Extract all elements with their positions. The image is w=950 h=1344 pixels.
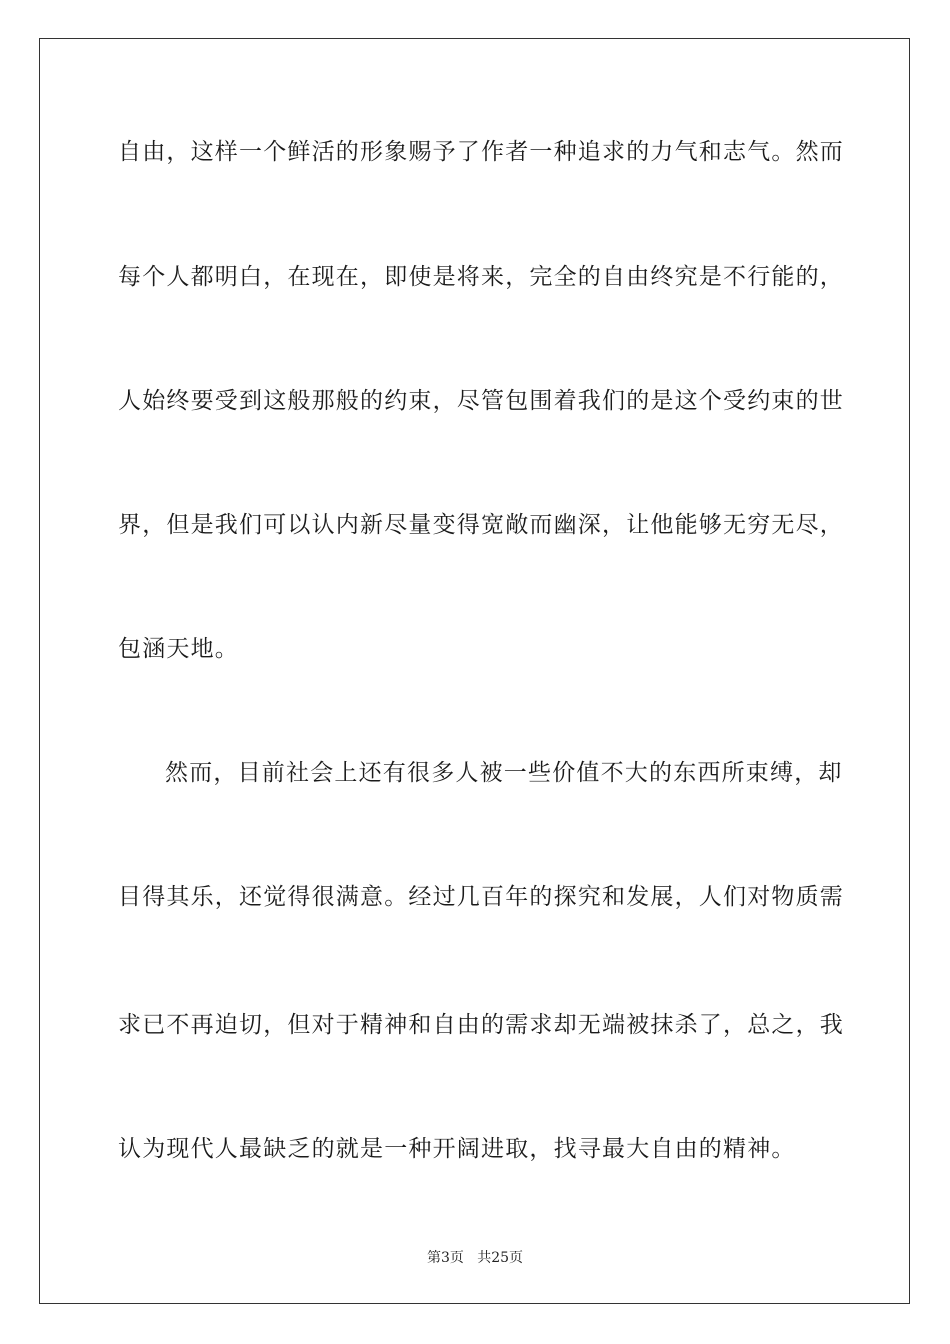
body-text-line: 目得其乐，还觉得很满意。经过几百年的探究和发展，人们对物质需	[118, 884, 844, 910]
body-text-line: 求已不再迫切，但对于精神和自由的需求却无端被抹杀了，总之，我	[118, 1012, 844, 1038]
body-text-line: 人始终要受到这般那般的约束，尽管包围着我们的是这个受约束的世	[118, 388, 844, 414]
body-text-line: 包涵天地。	[118, 636, 239, 662]
paragraph-first-line: 然而，目前社会上还有很多人被一些价值不大的东西所束缚，却	[165, 760, 843, 786]
body-text-line: 每个人都明白，在现在，即使是将来，完全的自由终究是不行能的，	[118, 264, 844, 290]
body-text-line: 界，但是我们可以认内新尽量变得宽敞而幽深，让他能够无穷无尽，	[118, 512, 844, 538]
page-frame	[39, 38, 910, 1304]
page-number-footer: 第3页 共25页	[426, 1250, 524, 1266]
body-text-line: 自由，这样一个鲜活的形象赐予了作者一种追求的力气和志气。然而	[118, 139, 844, 165]
body-text-line: 认为现代人最缺乏的就是一种开阔进取，找寻最大自由的精神。	[118, 1136, 796, 1162]
